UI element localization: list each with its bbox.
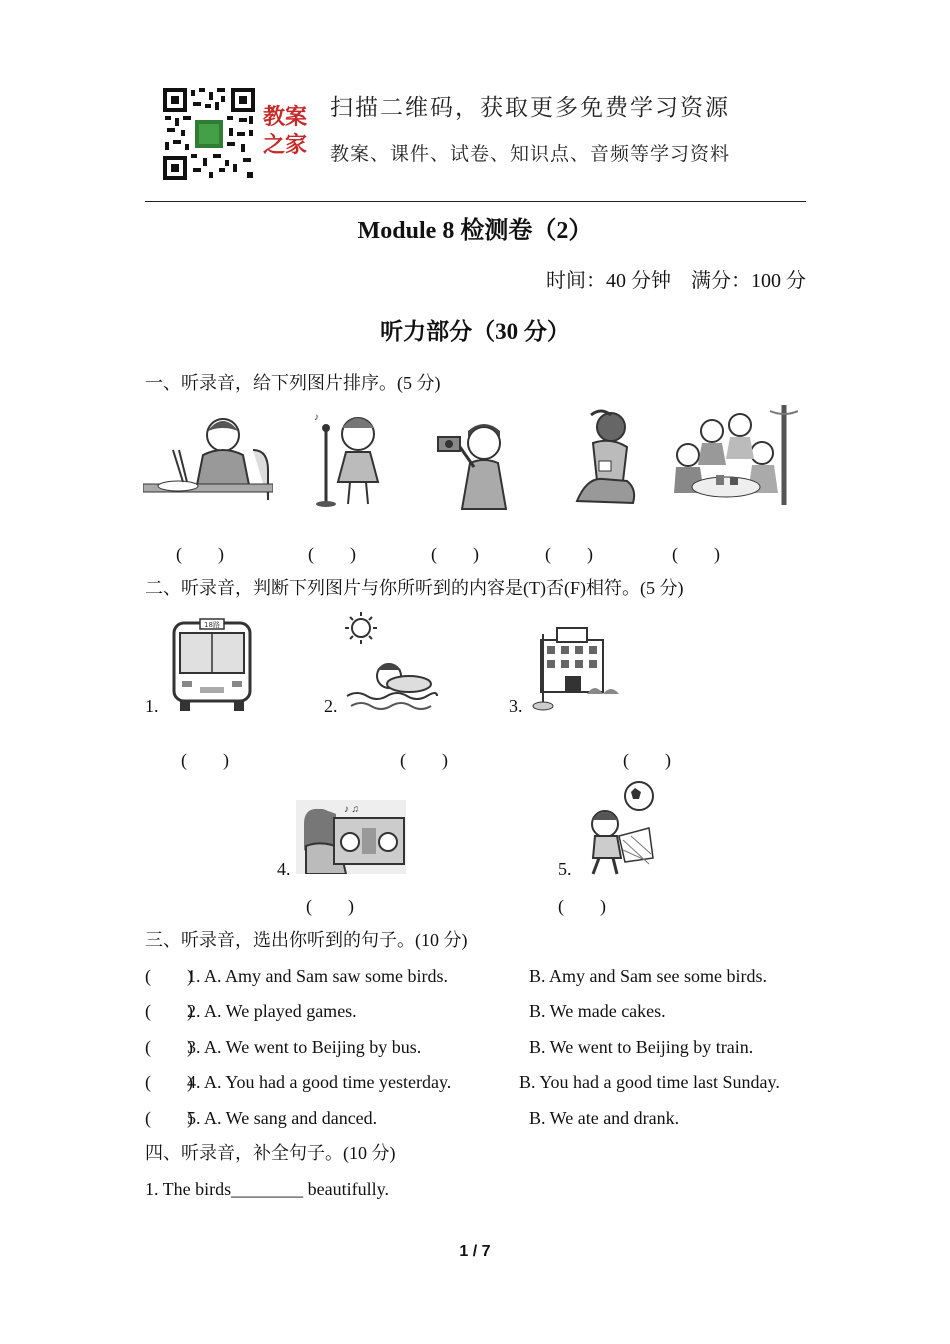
q3-item-1-option-b: B. Amy and Sam see some birds.	[529, 966, 767, 986]
q3-item-5-option-a: 5. A. We sang and danced.	[187, 1108, 378, 1128]
q2-number-2: 2.	[324, 696, 338, 716]
time-score-info: 时间：40 分钟 满分：100 分	[546, 270, 806, 292]
boy-taking-photo-picture	[434, 415, 514, 510]
q2-blank-3[interactable]: ( )	[623, 750, 671, 770]
q3-item-4-blank[interactable]: ( )	[145, 1072, 193, 1092]
q2-number-5: 5.	[558, 859, 572, 879]
friends-picnic-picture	[666, 405, 798, 513]
girl-kneeling-picture	[567, 405, 642, 510]
bus-route-sign: 18路	[204, 621, 220, 629]
brand-logo: 教案之家	[263, 105, 308, 158]
swimming-picture	[345, 612, 440, 714]
q3-item-5-blank[interactable]: ( )	[145, 1108, 193, 1128]
q1-blank-1[interactable]: ( )	[176, 544, 224, 564]
girl-listening-music-picture	[296, 800, 406, 874]
q3-item-4-option-a: 4. A. You had a good time yesterday.	[187, 1072, 452, 1092]
school-building-picture	[527, 624, 621, 714]
banner-slogan: 扫描二维码，获取更多免费学习资源	[330, 95, 730, 121]
q3-item-4-option-b: B. You had a good time last Sunday.	[519, 1072, 780, 1092]
header-divider	[145, 201, 806, 202]
page-title: Module 8 检测卷（2）	[357, 218, 593, 244]
q3-item-1-blank[interactable]: ( )	[145, 966, 193, 986]
banner-subslogan: 教案、课件、试卷、知识点、音频等学习资料	[330, 143, 731, 165]
q3-item-3-option-a: 3. A. We went to Beijing by bus.	[187, 1037, 422, 1057]
q3-item-5-option-b: B. We ate and drank.	[529, 1108, 680, 1128]
q2-number-1: 1.	[145, 696, 159, 716]
q3-instruction: 三、听录音，选出你听到的句子。(10 分)	[145, 930, 468, 950]
q3-item-2-blank[interactable]: ( )	[145, 1001, 193, 1021]
q2-blank-5[interactable]: ( )	[558, 896, 606, 916]
q2-instruction: 二、听录音，判断下列图片与你所听到的内容是(T)否(F)相符。(5 分)	[145, 578, 684, 598]
q1-blank-3[interactable]: ( )	[431, 544, 479, 564]
q2-number-3: 3.	[509, 696, 523, 716]
q4-item-1: 1. The birds________ beautifully.	[145, 1179, 389, 1199]
q1-blank-5[interactable]: ( )	[672, 544, 720, 564]
q1-instruction: 一、听录音，给下列图片排序。(5 分)	[145, 373, 441, 393]
page-number: 1 / 7	[459, 1243, 491, 1260]
q2-blank-1[interactable]: ( )	[181, 750, 229, 770]
q1-blank-2[interactable]: ( )	[308, 544, 356, 564]
q1-blank-4[interactable]: ( )	[545, 544, 593, 564]
q3-item-1-option-a: 1. A. Amy and Sam saw some birds.	[187, 966, 448, 986]
bus-picture	[170, 617, 254, 713]
q2-blank-2[interactable]: ( )	[400, 750, 448, 770]
boy-playing-football-picture	[575, 780, 660, 875]
q3-item-2-option-b: B. We made cakes.	[529, 1001, 666, 1021]
qr-code	[163, 88, 255, 180]
girl-singing-picture	[312, 410, 392, 510]
q3-item-3-blank[interactable]: ( )	[145, 1037, 193, 1057]
svg-text:♪ ♫: ♪ ♫	[344, 804, 359, 815]
svg-text:♪: ♪	[314, 412, 319, 423]
q2-blank-4[interactable]: ( )	[306, 896, 354, 916]
q2-number-4: 4.	[277, 859, 291, 879]
q3-item-3-option-b: B. We went to Beijing by train.	[529, 1037, 754, 1057]
girl-eating-picture	[143, 410, 273, 510]
q3-item-2-option-a: 2. A. We played games.	[187, 1001, 357, 1021]
section-title: 听力部分（30 分）	[380, 319, 570, 344]
q4-instruction: 四、听录音，补全句子。(10 分)	[145, 1143, 396, 1163]
